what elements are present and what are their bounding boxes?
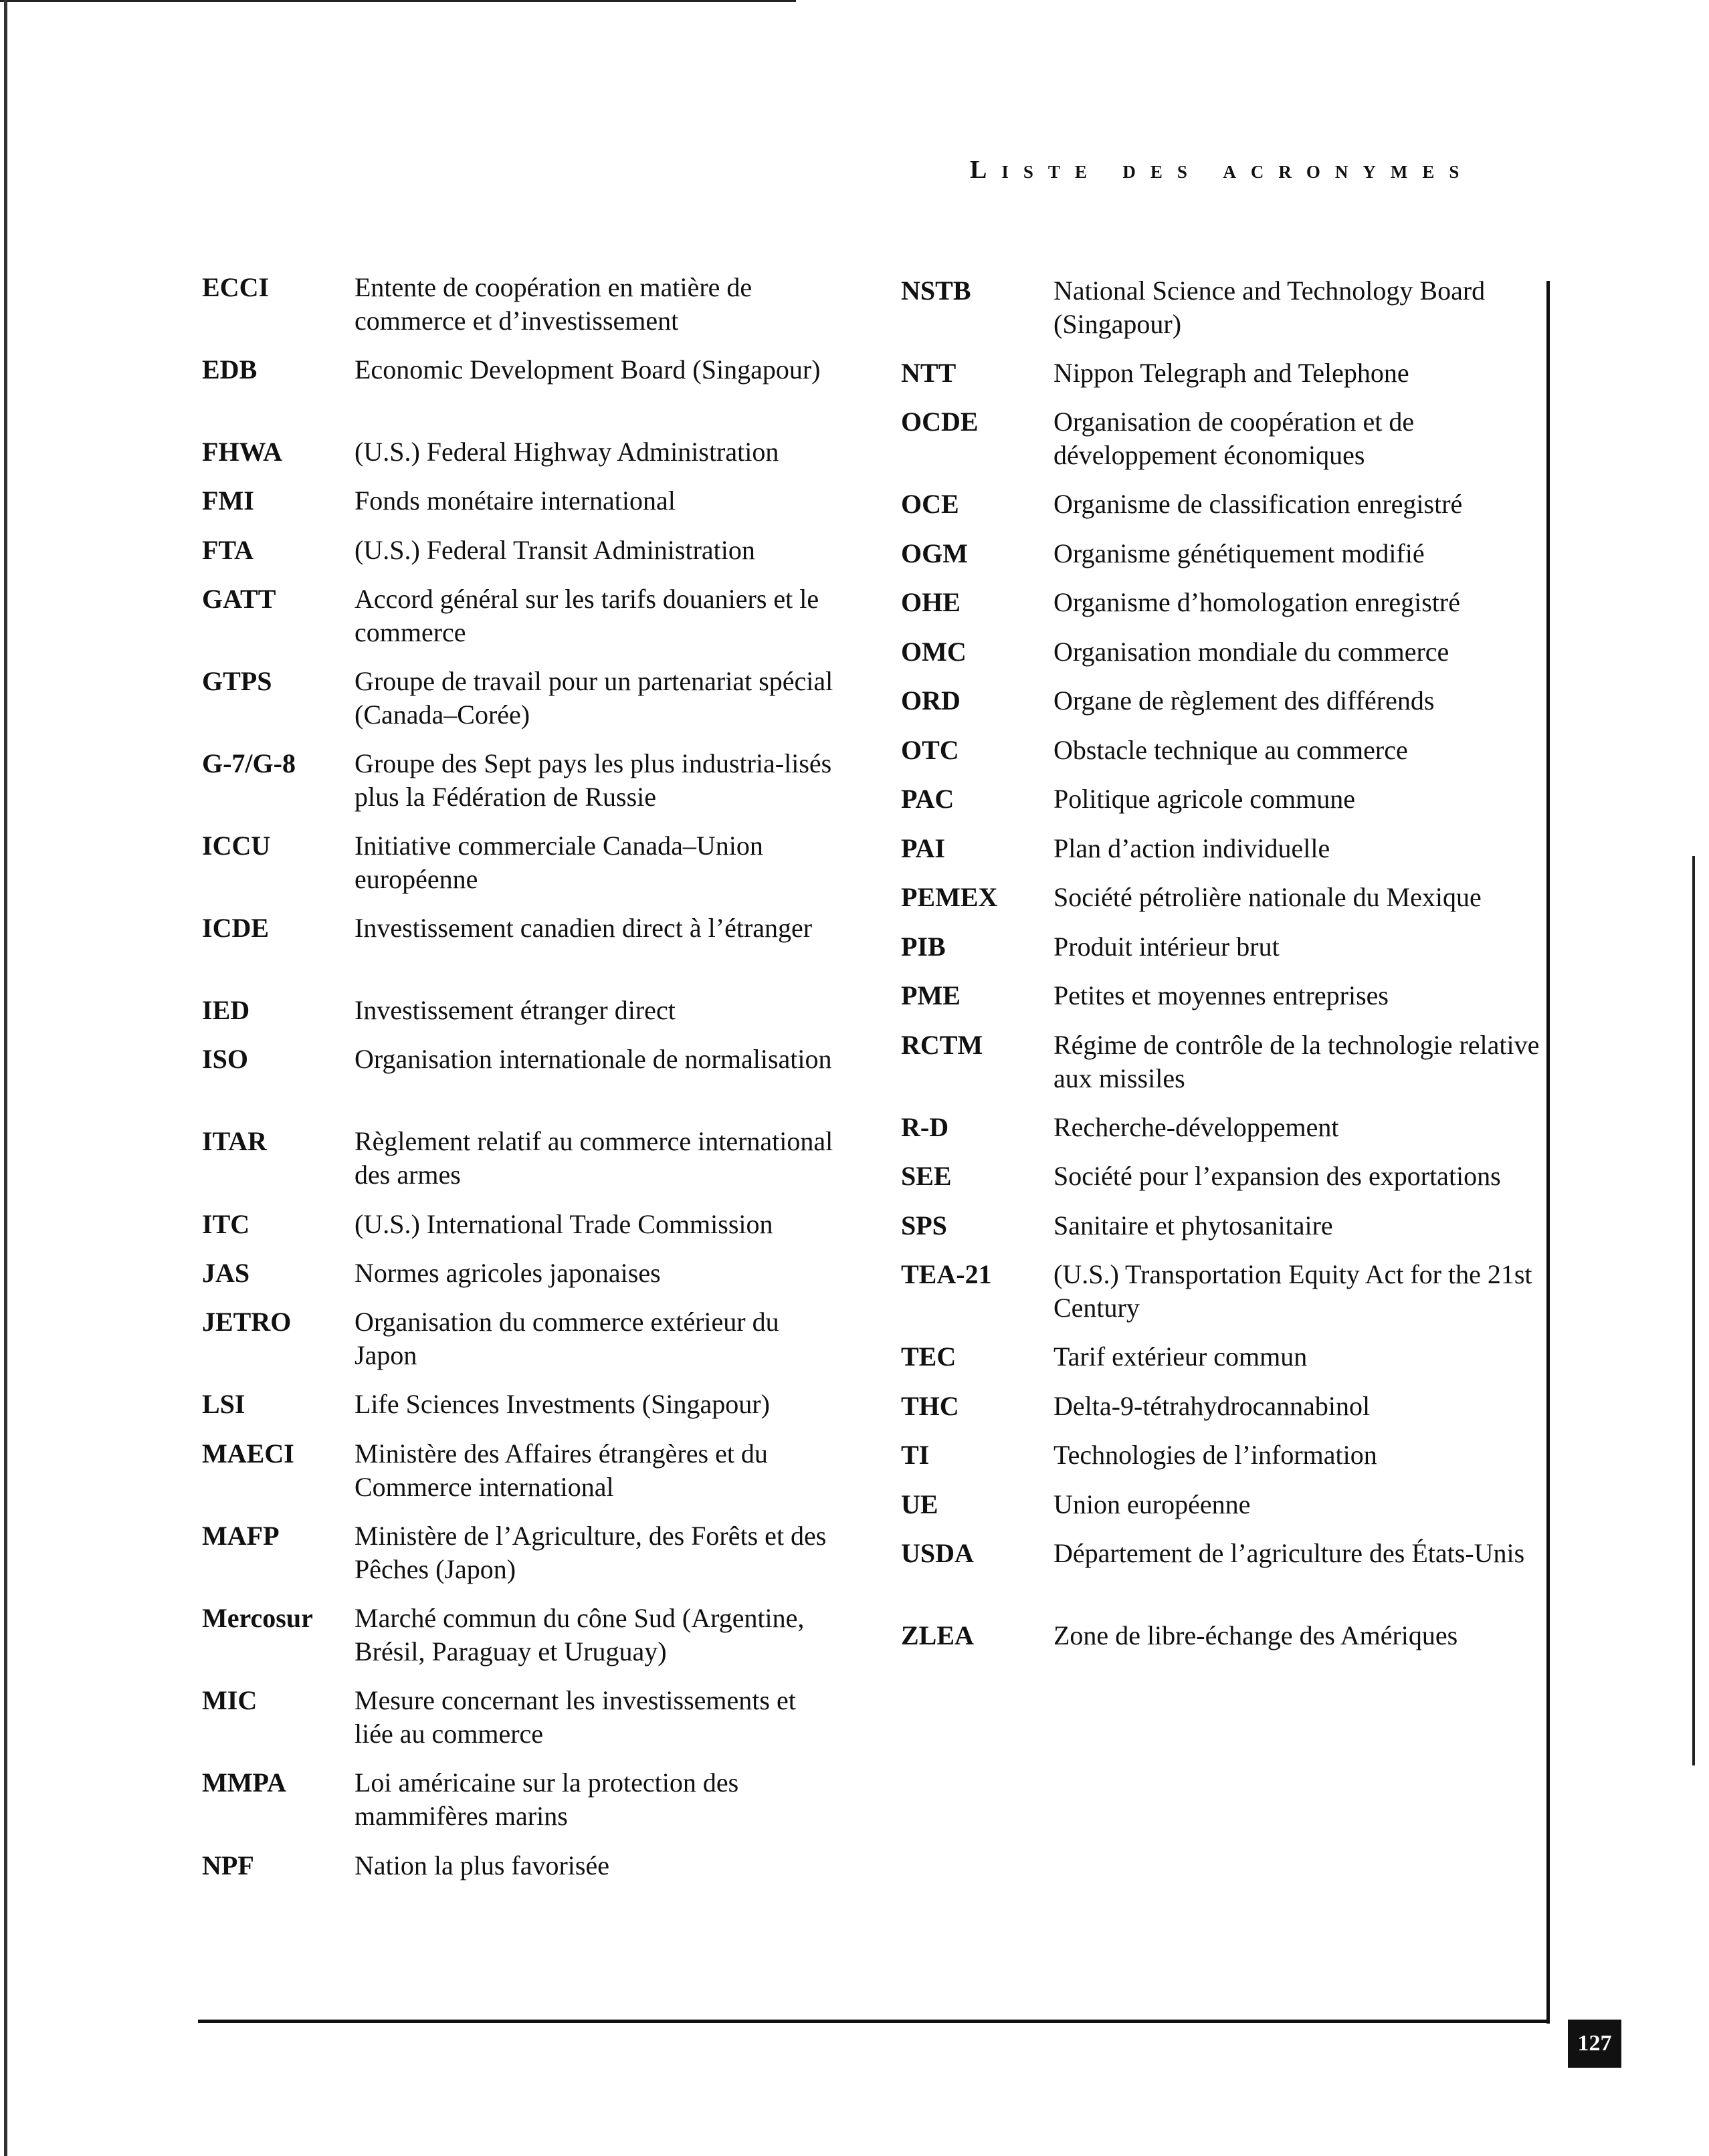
acronym-definition: Ministère des Affaires étrangères et du Commerce international [355,1438,768,1502]
acronym-definition: Plan d’action individuelle [1053,833,1330,863]
acronym-entry [202,1305,836,1372]
acronym: ICDE [202,913,270,943]
acronym: NTT [901,358,957,388]
acronym-definition: Organisation mondiale du commerce [1053,637,1449,667]
acronym: OCE [901,489,959,519]
page-number: 127 [1568,2020,1621,2068]
acronym-definition: Accord général sur les tarifs douaniers et le commerce [355,584,819,647]
acronym-entry [202,1043,836,1076]
acronym-entry [202,534,836,567]
acronym: PME [901,980,961,1010]
acronym-entry [202,582,836,649]
acronym: ECCI [202,272,270,302]
acronym: ZLEA [901,1620,974,1650]
acronym-definition: Investissement étranger direct [355,995,676,1025]
acronym-definition: Marché commun du cône Sud (Argentine, Brésil, Paraguay et Uruguay) [355,1603,805,1666]
acronym-definition: Organisation du commerce extérieur du Japon [355,1307,779,1370]
acronym-entry [202,271,836,338]
acronym: NSTB [901,276,971,306]
acronym-entry [901,979,1548,1012]
acronym-entry [901,1438,1548,1472]
acronym-entry [901,1537,1548,1570]
acronym: OHE [901,587,961,617]
acronym-definition: Technologies de l’information [1053,1440,1377,1470]
acronym-definition: Organisation de coopération et de développement économiques [1053,407,1415,470]
acronym-entry [202,1519,836,1586]
acronym-definition: Loi américaine sur la protection des mammifères marins [355,1767,739,1831]
acronym: EDB [202,354,258,385]
acronym-entry [901,405,1548,472]
acronym-entry [901,1390,1548,1423]
top-border-line [0,0,796,2]
acronym-entry [901,1209,1548,1243]
acronym-definition: Sanitaire et phytosanitaire [1053,1210,1333,1241]
acronym-entry [901,1029,1548,1095]
acronym: GTPS [202,666,272,696]
acronym: PEMEX [901,882,998,912]
acronym: R-D [901,1112,949,1142]
acronym: OCDE [901,407,979,437]
acronym: OGM [901,538,968,568]
right-column-rule [1546,281,1550,2024]
acronym: ICCU [202,831,271,861]
acronym-definition: Entente de coopération en matière de commerce et d’investissement [355,272,752,336]
acronym: PAI [901,833,945,863]
acronym-definition: Life Sciences Investments (Singapour) [355,1389,770,1419]
acronym-entry [202,1125,836,1192]
acronym-definition: Régime de contrôle de la technologie relative aux missiles [1053,1030,1540,1093]
acronym-entry [901,537,1548,570]
acronym: TI [901,1440,930,1470]
acronym: G-7/G-8 [202,748,296,778]
acronym: TEC [901,1341,957,1372]
acronym: SPS [901,1210,947,1241]
acronym-entry [202,829,836,896]
acronym-definition: Produit intérieur brut [1053,932,1280,962]
acronym-entry [901,1340,1548,1374]
acronym-entry [901,1488,1548,1521]
acronym: ISO [202,1044,248,1074]
acronym-definition: Recherche-développement [1053,1112,1339,1142]
acronym-entry [202,1849,836,1882]
acronym-definition: Société pour l’expansion des exportations [1053,1161,1501,1191]
acronym-definition: Organisme d’homologation enregistré [1053,587,1461,617]
acronym-definition: Groupe de travail pour un partenariat spécial (Canada–Corée) [355,666,833,730]
acronym-entry [901,782,1548,816]
acronym-definition: Zone de libre-échange des Amériques [1053,1620,1458,1650]
acronym: PIB [901,932,946,962]
acronym-entry [202,994,836,1027]
acronym-definition: (U.S.) Transportation Equity Act for the 21st Century [1053,1259,1532,1323]
acronym-definition: Groupe des Sept pays les plus industria-lisés plus la Fédération de Russie [355,748,832,812]
acronym-definition: Nation la plus favorisée [355,1850,609,1880]
acronym: IED [202,995,250,1025]
acronym: FMI [202,486,254,516]
acronym-entry [202,1257,836,1290]
acronym: MAFP [202,1521,280,1551]
acronym-entry [901,356,1548,390]
acronym-entry [901,832,1548,865]
acronym: JETRO [202,1307,292,1337]
acronym: OMC [901,637,967,667]
acronym-entry [901,1258,1548,1325]
acronym: SEE [901,1161,952,1191]
acronym-definition: Union européenne [1053,1489,1251,1519]
acronym: MIC [202,1685,258,1715]
acronym: ITAR [202,1126,268,1156]
acronym-entry [202,665,836,732]
acronym: USDA [901,1538,974,1568]
acronym-entry [901,274,1548,341]
acronym-entry [202,747,836,814]
acronym-definition: Obstacle technique au commerce [1053,735,1408,765]
acronym: JAS [202,1258,250,1288]
acronym-entry [202,435,836,469]
acronym-entry [901,1619,1548,1652]
acronym-entry [901,488,1548,521]
acronym-entry [202,1208,836,1241]
acronym-entry [202,911,836,945]
acronym-definition: (U.S.) Federal Highway Administration [355,437,779,467]
acronym-definition: Nippon Telegraph and Telephone [1053,358,1409,388]
acronym-definition: National Science and Technology Board (Singapour) [1053,276,1486,339]
acronym-definition: Fonds monétaire international [355,486,676,516]
acronym-definition: Règlement relatif au commerce international des armes [355,1126,833,1190]
acronym: NPF [202,1850,254,1880]
page-header: Liste des acronymes [970,156,1474,184]
acronym: RCTM [901,1030,983,1060]
acronym-definition: Petites et moyennes entreprises [1053,980,1389,1010]
acronym: LSI [202,1389,245,1419]
acronym: UE [901,1489,938,1519]
acronym-entry [202,484,836,518]
acronym-entry [202,1437,836,1504]
acronym: ITC [202,1209,250,1239]
acronym: Mercosur [202,1603,313,1633]
acronym-entry [901,881,1548,914]
acronym-entry [901,586,1548,619]
acronym-definition: Mesure concernant les investissements et liée au commerce [355,1685,796,1749]
acronym-entry [901,734,1548,767]
acronym-definition: Organisation internationale de normalisation [355,1044,832,1074]
acronym: FHWA [202,437,282,467]
acronym-entry [202,1684,836,1751]
acronym: ORD [901,685,961,716]
acronym-definition: Normes agricoles japonaises [355,1258,661,1288]
acronym: GATT [202,584,276,614]
acronym: THC [901,1391,959,1421]
acronym-entry [202,1602,836,1668]
acronym: MAECI [202,1438,294,1469]
acronym-entry [901,635,1548,669]
acronym: OTC [901,735,959,765]
acronym-definition: Organe de règlement des différends [1053,685,1435,716]
acronym-entry [901,1111,1548,1144]
acronym-definition: Organisme de classification enregistré [1053,489,1463,519]
acronym: TEA-21 [901,1259,992,1289]
acronym-entry [202,353,836,387]
left-page-edge [4,0,7,2156]
acronym: PAC [901,784,954,814]
acronym: MMPA [202,1767,286,1798]
acronym-definition: Société pétrolière nationale du Mexique [1053,882,1482,912]
acronym-definition: Ministère de l’Agriculture, des Forêts et des Pêches (Japon) [355,1521,827,1584]
acronym-definition: Département de l’agriculture des États-Unis [1053,1538,1525,1568]
acronym-definition: Politique agricole commune [1053,784,1355,814]
acronym-definition: (U.S.) International Trade Commission [355,1209,773,1239]
acronym-definition: Economic Development Board (Singapour) [355,354,821,385]
acronym-entry [901,930,1548,964]
acronym-definition: (U.S.) Federal Transit Administration [355,535,755,565]
right-page-edge [1692,856,1695,1765]
acronym-definition: Organisme génétiquement modifié [1053,538,1425,568]
acronym-entry [901,684,1548,718]
acronym-definition: Delta-9-tétrahydrocannabinol [1053,1391,1371,1421]
acronym-definition: Tarif extérieur commun [1053,1341,1308,1372]
acronym-definition: Initiative commerciale Canada–Union européenne [355,831,763,894]
acronym-definition: Investissement canadien direct à l’étranger [355,913,813,943]
acronym: FTA [202,535,254,565]
acronym-entry [202,1388,836,1421]
acronym-entry [202,1766,836,1833]
acronym-entry [901,1160,1548,1193]
footer-rule [198,2020,1550,2023]
